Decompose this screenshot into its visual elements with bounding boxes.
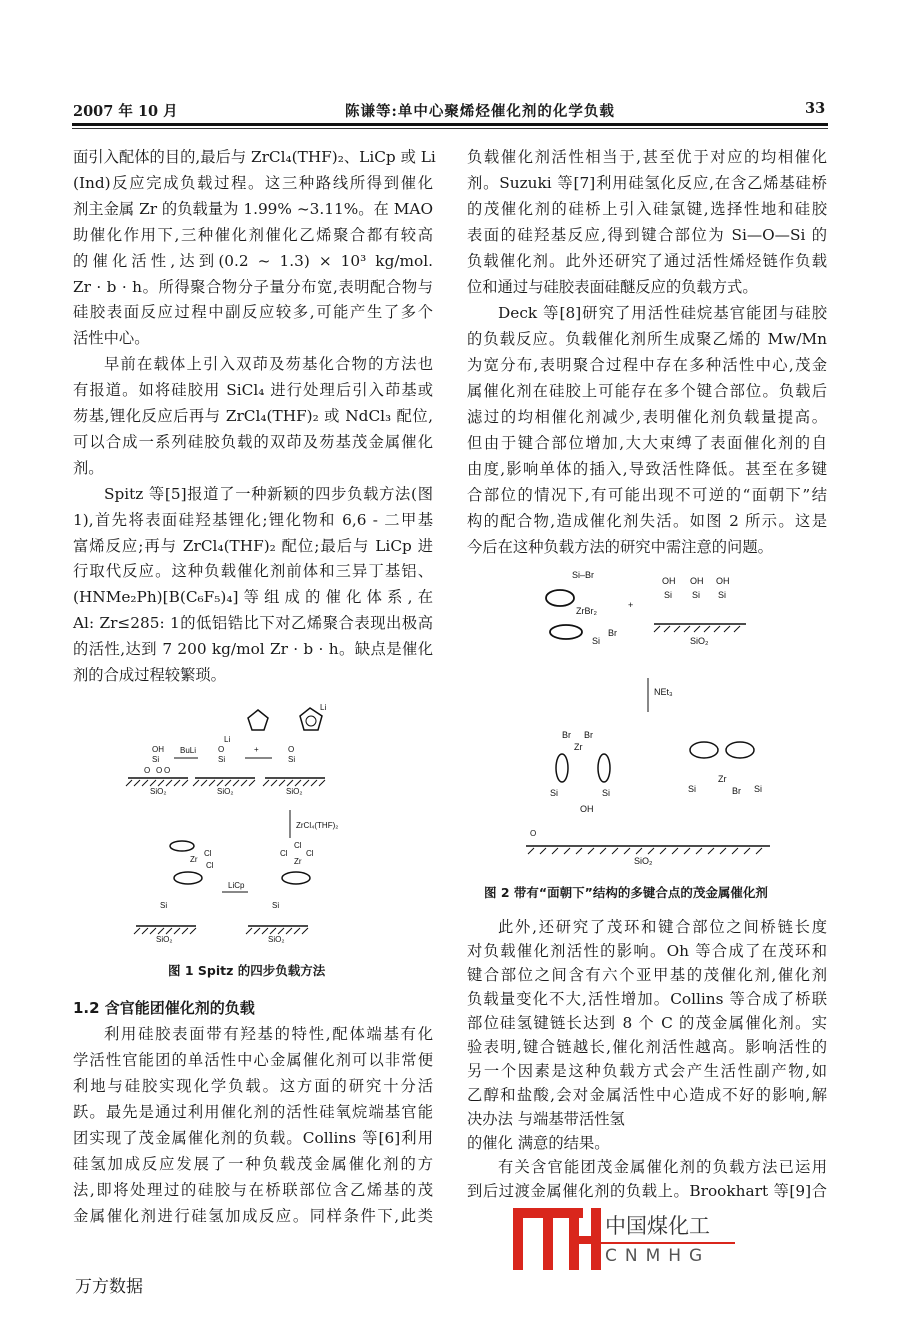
silica-surface-3 — [263, 703, 326, 796]
label-o: O — [530, 829, 537, 838]
label-li: Li — [224, 735, 231, 744]
text-line: 1),首先将表面硅羟基锂化;锂化物和 6,6 - 二甲基 — [73, 510, 433, 529]
label-br: Br — [562, 730, 571, 740]
text-line: 位和通过与硅胶表面硅醚反应的负载方式。 — [467, 278, 758, 296]
label-si: Si — [664, 590, 673, 600]
text-line: 硅氢加成反应发展了一种负载茂金属催化剂的方 — [73, 1155, 433, 1173]
text-line: 负载催化剂。此外还研究了通过活性烯烃链作负载 — [467, 252, 827, 270]
label-o: O — [156, 766, 163, 775]
label-br: Br — [608, 628, 617, 638]
label-li: Li — [320, 703, 327, 712]
label-o: O — [144, 766, 151, 775]
text-line: 有关含官能团茂金属催化剂的负载方法已运用 — [498, 1158, 827, 1176]
text-line: 有报道。如将硅胶用 SiCl₄ 进行处理后引入茚基或 — [73, 381, 433, 400]
label-cl: Cl — [306, 849, 314, 858]
label-si: Si — [592, 636, 601, 646]
label-cl: Cl — [206, 861, 214, 870]
label-zr: Zr — [718, 774, 727, 784]
text-line: 团实现了茂金属催化剂的负载。Collins 等[6]利用 — [73, 1129, 433, 1147]
text-line: 助催化作用下,三种催化剂催化乙烯聚合都有较高 — [73, 225, 433, 244]
silica-surface-2 — [193, 735, 255, 796]
zr-complex-final — [134, 841, 214, 944]
text-line: 早前在载体上引入双茚及芴基化合物的方法也 — [104, 355, 433, 374]
label-cl: Cl — [294, 841, 302, 850]
label-sio2: SiO₂ — [150, 787, 167, 796]
silica-silanol-surface — [654, 576, 746, 646]
label-sio2: SiO₂ — [286, 787, 303, 796]
label-cl: Cl — [204, 849, 212, 858]
label-cl: Cl — [280, 849, 288, 858]
label-sio2: SiO₂ — [634, 856, 653, 866]
text-line: 部位硅氢键链长达到 8 个 C 的茂金属催化剂。实 — [467, 1014, 827, 1032]
label-sio2: SiO₂ — [156, 935, 173, 944]
header-rule-thin — [72, 128, 828, 129]
label-si: Si — [692, 590, 701, 600]
watermark-logo — [505, 1208, 745, 1274]
text-line: 乙醇和盐酸,会对金属活性中心造成不好的影响,解 — [467, 1086, 827, 1104]
text-line: 键合部位之间含有六个亚甲基的茂催化剂,催化剂 — [467, 966, 827, 984]
text-line: 构的配合物,造成催化剂失活。如图 2 所示。这是 — [467, 512, 827, 530]
label-o: O — [288, 745, 295, 754]
text-line: 为宽分布,表明聚合过程中存在多种活性中心,茂金 — [467, 356, 827, 374]
label-buli: BuLi — [180, 746, 197, 755]
figure-1-caption: 图 1 Spitz 的四步负载方法 — [168, 963, 326, 978]
face-down-supported-complex — [526, 730, 770, 866]
text-line: Spitz 等[5]报道了一种新颖的四步负载方法(图 — [104, 484, 433, 503]
text-line: 行取代反应。这种负载催化剂前体和三异丁基铝、 — [73, 562, 433, 581]
figure-1-scheme — [100, 690, 380, 950]
label-o: O — [218, 745, 225, 754]
figure-2-caption: 图 2 带有“面朝下”结构的多键合点的茂金属催化剂 — [484, 885, 768, 900]
label-oh: OH — [690, 576, 704, 586]
text-line: (Ind)反应完成负载过程。这三种路线所得到催化 — [73, 173, 433, 192]
text-line: 但由于键合部位增加,大大束缚了表面催化剂的自 — [467, 434, 827, 452]
running-title: 陈谦等:单中心聚烯烃催化剂的化学负载 — [345, 103, 615, 120]
label-si: Si — [688, 784, 697, 794]
fulvene-ring — [248, 710, 268, 730]
text-line: 利用硅胶表面带有羟基的特性,配体端基有化 — [104, 1025, 433, 1043]
text-line: 另一个因素是这种负载方式会产生活性副产物,如 — [467, 1062, 827, 1080]
text-line: 利地与硅胶实现化学负载。这方面的研究十分活 — [73, 1077, 433, 1095]
text-line: 验表明,键合链越长,催化剂活性越高。影响活性的 — [467, 1038, 827, 1056]
text-line: 学活性官能团的单活性中心金属催化剂可以非常便 — [73, 1051, 433, 1069]
text-line: 此外,还研究了茂环和键合部位之间桥链长度 — [498, 918, 827, 936]
text-line: 的催化活性,达到(0.2 ~ 1.3) × 10³ kg/mol. — [73, 251, 433, 270]
text-line: 可以合成一系列硅胶负载的双茚及芴基茂金属催化 — [73, 432, 433, 451]
zr-complex-intermediate — [246, 841, 314, 944]
label-sio2: SiO₂ — [268, 935, 285, 944]
label-si: Si — [218, 755, 226, 764]
text-line: 金属催化剂进行硅氢加成反应。同样条件下,此类 — [73, 1207, 433, 1225]
label-si: Si — [160, 901, 168, 910]
text-line: Zr · b · h。所得聚合物分子量分布宽,表明配合物与 — [73, 277, 433, 296]
text-line: 剂。Suzuki 等[7]利用硅氢化反应,在含乙烯基硅桥 — [467, 174, 827, 192]
label-si: Si — [754, 784, 763, 794]
text-line: 到后过渡金属催化剂的负载上。Brookhart 等[9]合 — [467, 1182, 827, 1200]
label-br: Br — [584, 730, 593, 740]
text-line: 跃。最先是通过利用催化剂的活性硅氧烷端基官能 — [73, 1103, 433, 1121]
label-o: O — [164, 766, 171, 775]
text-line: 属催化剂在硅胶上可能存在多个键合部位。负载后 — [467, 382, 827, 400]
text-line: 硅胶表面反应过程中副反应较多,可能产生了多个 — [73, 303, 433, 322]
text-line: 芴基,锂化反应后再与 ZrCl₄(THF)₂ 或 NdCl₃ 配位, — [73, 407, 433, 425]
page-number: 33 — [805, 100, 826, 117]
label-si: Si — [288, 755, 296, 764]
label-si: Si — [718, 590, 727, 600]
text-line: 今后在这种负载方法的研究中需注意的问题。 — [467, 538, 773, 556]
label-sio2: SiO₂ — [690, 636, 709, 646]
text-line: 剂主金属 Zr 的负载量为 1.99% ~3.11%。在 MAO — [73, 199, 433, 218]
label-oh: OH — [662, 576, 676, 586]
header-date: 2007 年 10 月 — [73, 103, 178, 120]
text-line: 的活性,达到 7 200 kg/mol Zr · b · h。缺点是催化 — [73, 640, 433, 659]
text-line: 剂的合成过程较繁琐。 — [73, 666, 226, 684]
text-line: 滤过的均相催化剂减少,表明催化剂负载量提高。 — [467, 408, 827, 426]
label-zr: Zr — [294, 857, 302, 866]
watermark-mh-mark — [513, 1208, 593, 1274]
label-plus: + — [628, 600, 634, 610]
label-oh: OH — [716, 576, 730, 586]
section-heading: 1.2 含官能团催化剂的负载 — [73, 999, 255, 1017]
text-line: (HNMe₂Ph)[B(C₆F₅)₄]等组成的催化体系,在 — [73, 588, 433, 607]
text-line: Al: Zr≤285: 1的低铝锆比下对乙烯聚合表现出极高 — [73, 614, 433, 633]
text-line: 对负载催化剂活性的影响。Oh 等合成了在茂环和 — [467, 942, 827, 960]
label-zrbr2: ZrBr₂ — [576, 606, 597, 616]
label-zr: Zr — [190, 855, 198, 864]
watermark-cn-text: 中国煤化工 — [605, 1214, 710, 1238]
text-line: 表面的硅羟基反应,得到键合部位为 Si—O—Si 的 — [467, 226, 827, 244]
label-si-br: Si–Br — [572, 570, 595, 580]
text-line: 富烯反应;再与 ZrCl₄(THF)₂ 配位;最后与 LiCp 进 — [73, 536, 433, 555]
label-plus: + — [254, 745, 259, 754]
text-line: 面引入配体的目的,最后与 ZrCl₄(THF)₂、LiCp 或 Li — [73, 148, 436, 166]
label-zr: Zr — [574, 742, 583, 752]
text-line: 负载催化剂活性相当于,甚至优于对应的均相催化 — [467, 148, 827, 166]
text-line: 合部位的情况下,有可能出现不可逆的“面朝下”结 — [467, 486, 827, 504]
footer-source: 万方数据 — [75, 1277, 143, 1297]
label-net3: NEt₃ — [654, 687, 673, 697]
text-line: 活性中心。 — [73, 329, 150, 348]
text-line: 剂。 — [73, 458, 104, 477]
text-line: 的负载反应。负载催化剂所生成聚乙烯的 Mw/Mn — [467, 330, 827, 348]
watermark-en-text: CNMHG — [605, 1246, 711, 1266]
label-oh: OH — [152, 745, 164, 754]
label-oh: OH — [580, 804, 594, 814]
label-si: Si — [152, 755, 160, 764]
figure-2-scheme — [510, 560, 800, 870]
watermark-divider — [601, 1242, 735, 1244]
label-si: Si — [272, 901, 280, 910]
header-rule — [72, 123, 828, 126]
text-line: 由度,影响单体的插入,导致活性降低。甚至在多键 — [467, 460, 827, 478]
label-sio2: SiO₂ — [217, 787, 234, 796]
label-si: Si — [602, 788, 611, 798]
text-line: 决办法 与端基带活性氢 — [467, 1110, 625, 1128]
text-line: Deck 等[8]研究了用活性硅烷基官能团与硅胶 — [498, 304, 827, 322]
text-line: 的茂催化剂的硅桥上引入硅氯键,选择性地和硅胶 — [467, 200, 827, 218]
silica-surface-1 — [126, 745, 188, 796]
text-line: 的催化 满意的结果。 — [467, 1134, 610, 1152]
label-zrcl4-thf2: ZrCl₄(THF)₂ — [296, 821, 339, 830]
text-line: 负载量变化不大,活性增加。Collins 等合成了桥联 — [467, 990, 827, 1008]
label-si: Si — [550, 788, 559, 798]
label-br: Br — [732, 786, 741, 796]
text-line: 法,即将处理过的硅胶与在桥联部位含乙烯基的茂 — [73, 1181, 433, 1199]
label-licp: LiCp — [228, 881, 245, 890]
bis-cp-zrbr2 — [546, 570, 617, 646]
